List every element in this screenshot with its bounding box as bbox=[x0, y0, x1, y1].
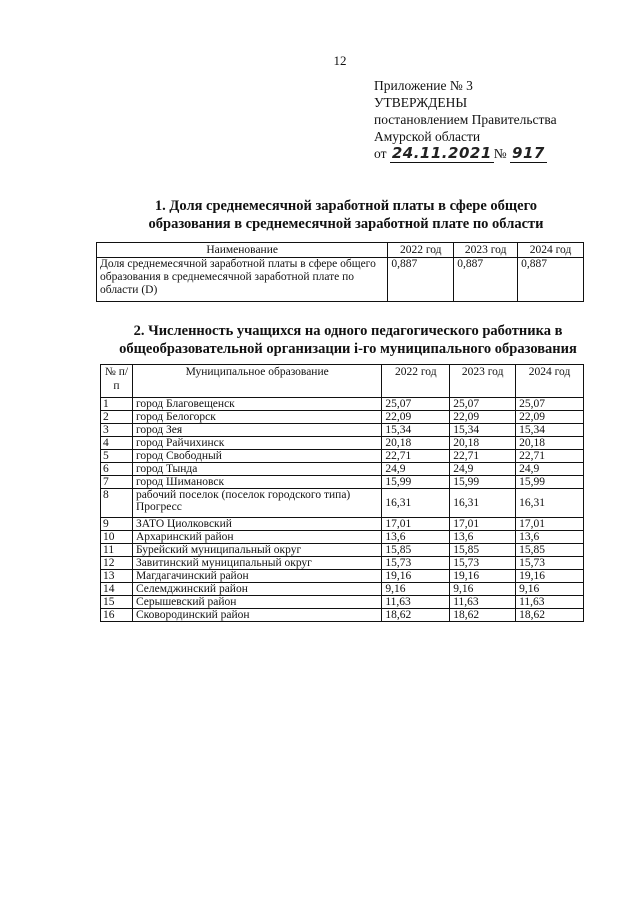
value-2023: 11,63 bbox=[450, 596, 516, 609]
row-number: 6 bbox=[101, 463, 133, 476]
table-row bbox=[101, 476, 584, 489]
column-header-2024: 2024 год bbox=[518, 243, 584, 258]
section2-title-line1: 2. Численность учащихся на одного педагогического работника в bbox=[133, 323, 563, 339]
table-row bbox=[101, 450, 584, 463]
column-header-2022: 2022 год bbox=[388, 243, 454, 258]
row-number: 3 bbox=[101, 424, 133, 437]
table-row bbox=[101, 544, 584, 557]
row-number: 14 bbox=[101, 583, 133, 596]
value-2023: 17,01 bbox=[450, 518, 516, 531]
municipality-name: Магдагачинский район bbox=[132, 570, 381, 583]
value-2023: 15,99 bbox=[450, 476, 516, 489]
table-row bbox=[101, 437, 584, 450]
row-number: 16 bbox=[101, 609, 133, 622]
municipality-name: город Белогорск bbox=[132, 411, 381, 424]
page-number: 12 bbox=[333, 53, 347, 68]
value-2024: 22,09 bbox=[516, 411, 584, 424]
value-2024: 15,85 bbox=[516, 544, 584, 557]
section1-title-line1: 1. Доля среднемесячной заработной платы в сфере общего bbox=[154, 198, 538, 214]
municipality-name: город Райчихинск bbox=[132, 437, 381, 450]
value-2024: 24,9 bbox=[516, 463, 584, 476]
value-2022: 20,18 bbox=[382, 437, 450, 450]
appendix-label: Приложение № 3 bbox=[374, 78, 473, 93]
value-2024: 15,99 bbox=[516, 476, 584, 489]
table-row bbox=[101, 398, 584, 411]
table-row bbox=[101, 489, 584, 518]
value-2022: 9,16 bbox=[382, 583, 450, 596]
value-2023: 25,07 bbox=[450, 398, 516, 411]
value-2023: 15,73 bbox=[450, 557, 516, 570]
municipality-name: город Тында bbox=[132, 463, 381, 476]
number-prefix: № bbox=[493, 146, 507, 161]
value-2022: 11,63 bbox=[382, 596, 450, 609]
value-2024: 11,63 bbox=[516, 596, 584, 609]
municipality-name: Сковородинский район bbox=[132, 609, 381, 622]
table-row bbox=[101, 518, 584, 531]
value-2023: 15,34 bbox=[450, 424, 516, 437]
value-2024: 15,73 bbox=[516, 557, 584, 570]
handwritten-number: 917 bbox=[512, 144, 545, 162]
approval-block bbox=[374, 77, 557, 163]
value-2024: 13,6 bbox=[516, 531, 584, 544]
column-header-name: Наименование bbox=[97, 243, 388, 258]
municipality-name: Архаринский район bbox=[132, 531, 381, 544]
table-row bbox=[97, 258, 584, 302]
value-2023: 0,887 bbox=[454, 258, 518, 302]
value-2022: 15,99 bbox=[382, 476, 450, 489]
row-number: 4 bbox=[101, 437, 133, 450]
municipality-name: Бурейский муниципальный округ bbox=[132, 544, 381, 557]
value-2022: 17,01 bbox=[382, 518, 450, 531]
value-2023: 22,09 bbox=[450, 411, 516, 424]
value-2022: 24,9 bbox=[382, 463, 450, 476]
section1-title bbox=[26, 197, 640, 233]
value-2023: 18,62 bbox=[450, 609, 516, 622]
value-2023: 20,18 bbox=[450, 437, 516, 450]
value-2024: 17,01 bbox=[516, 518, 584, 531]
value-2023: 13,6 bbox=[450, 531, 516, 544]
indicator-name: Доля среднемесячной заработной платы в сфере общего образования в среднемесячной заработной плате по области (D) bbox=[97, 258, 388, 302]
row-number: 1 bbox=[101, 398, 133, 411]
table-header-row bbox=[101, 365, 584, 398]
resolution-label: постановлением Правительства bbox=[374, 112, 557, 127]
municipality-name: город Благовещенск bbox=[132, 398, 381, 411]
column-header-2024: 2024 год bbox=[516, 365, 584, 398]
value-2024: 20,18 bbox=[516, 437, 584, 450]
value-2024: 15,34 bbox=[516, 424, 584, 437]
column-header-municipality: Муниципальное образование bbox=[132, 365, 381, 398]
row-number: 5 bbox=[101, 450, 133, 463]
section1-title-line2: образования в среднемесячной заработной плате по области bbox=[148, 216, 544, 232]
value-2022: 22,71 bbox=[382, 450, 450, 463]
value-2022: 0,887 bbox=[388, 258, 454, 302]
column-header-2022: 2022 год bbox=[382, 365, 450, 398]
value-2024: 16,31 bbox=[516, 489, 584, 518]
value-2022: 15,34 bbox=[382, 424, 450, 437]
value-2022: 15,73 bbox=[382, 557, 450, 570]
students-per-teacher-table bbox=[100, 364, 584, 622]
municipality-name: Завитинский муниципальный округ bbox=[132, 557, 381, 570]
row-number: 9 bbox=[101, 518, 133, 531]
value-2023: 9,16 bbox=[450, 583, 516, 596]
row-number: 8 bbox=[101, 489, 133, 518]
table-row bbox=[101, 609, 584, 622]
value-2022: 19,16 bbox=[382, 570, 450, 583]
table-row bbox=[101, 583, 584, 596]
handwritten-date: 24.11.2021 bbox=[391, 144, 492, 162]
municipality-name: рабочий поселок (поселок городского типа) Прогресс bbox=[132, 489, 381, 518]
section2-title bbox=[28, 322, 640, 358]
table-row bbox=[101, 531, 584, 544]
row-number: 2 bbox=[101, 411, 133, 424]
row-number: 15 bbox=[101, 596, 133, 609]
table-row bbox=[101, 411, 584, 424]
municipality-name: Серышевский район bbox=[132, 596, 381, 609]
municipality-name: город Свободный bbox=[132, 450, 381, 463]
date-line bbox=[374, 145, 557, 163]
column-header-number: № п/п bbox=[101, 365, 133, 398]
table-header-row bbox=[97, 243, 584, 258]
value-2023: 15,85 bbox=[450, 544, 516, 557]
row-number: 10 bbox=[101, 531, 133, 544]
municipality-name: город Шимановск bbox=[132, 476, 381, 489]
value-2024: 22,71 bbox=[516, 450, 584, 463]
value-2024: 9,16 bbox=[516, 583, 584, 596]
table-row bbox=[101, 463, 584, 476]
approved-label: УТВЕРЖДЕНЫ bbox=[374, 95, 468, 110]
value-2022: 16,31 bbox=[382, 489, 450, 518]
region-label: Амурской области bbox=[374, 129, 481, 144]
date-prefix: от bbox=[374, 146, 387, 161]
table-row bbox=[101, 557, 584, 570]
value-2022: 22,09 bbox=[382, 411, 450, 424]
table-row bbox=[101, 570, 584, 583]
municipality-name: ЗАТО Циолковский bbox=[132, 518, 381, 531]
municipality-name: Селемджинский район bbox=[132, 583, 381, 596]
value-2022: 13,6 bbox=[382, 531, 450, 544]
value-2022: 15,85 bbox=[382, 544, 450, 557]
value-2022: 25,07 bbox=[382, 398, 450, 411]
row-number: 11 bbox=[101, 544, 133, 557]
value-2023: 24,9 bbox=[450, 463, 516, 476]
row-number: 13 bbox=[101, 570, 133, 583]
municipality-name: город Зея bbox=[132, 424, 381, 437]
column-header-2023: 2023 год bbox=[450, 365, 516, 398]
column-header-2023: 2023 год bbox=[454, 243, 518, 258]
table-row bbox=[101, 596, 584, 609]
salary-share-table bbox=[96, 242, 584, 302]
row-number: 7 bbox=[101, 476, 133, 489]
value-2024: 19,16 bbox=[516, 570, 584, 583]
value-2023: 19,16 bbox=[450, 570, 516, 583]
value-2024: 18,62 bbox=[516, 609, 584, 622]
value-2024: 25,07 bbox=[516, 398, 584, 411]
row-number: 12 bbox=[101, 557, 133, 570]
value-2023: 22,71 bbox=[450, 450, 516, 463]
value-2023: 16,31 bbox=[450, 489, 516, 518]
value-2024: 0,887 bbox=[518, 258, 584, 302]
value-2022: 18,62 bbox=[382, 609, 450, 622]
section2-title-line2: общеобразовательной организации i-го муниципального образования bbox=[119, 341, 577, 357]
table-row bbox=[101, 424, 584, 437]
